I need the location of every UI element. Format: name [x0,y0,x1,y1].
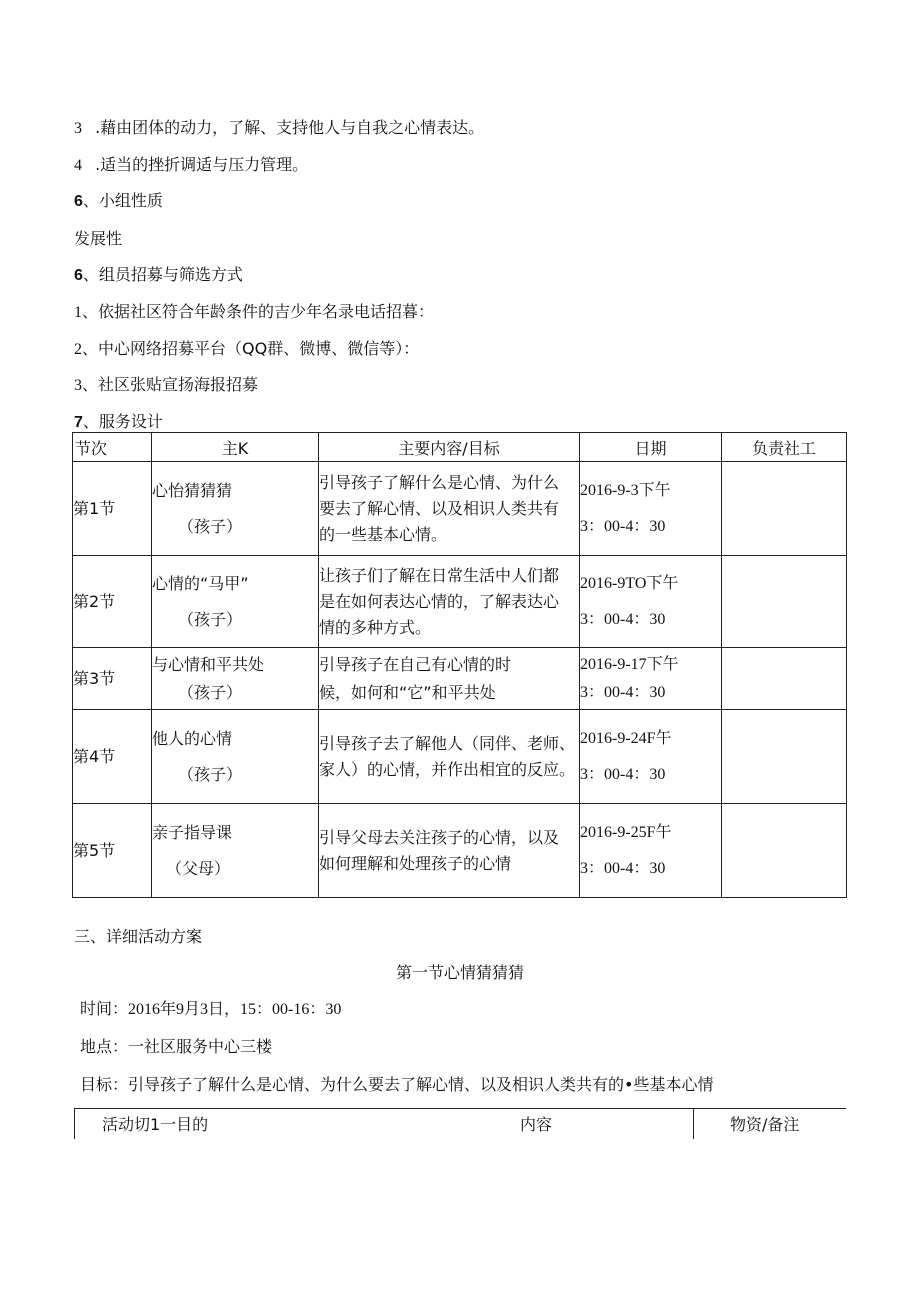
table-row [73,462,847,556]
session1-time [80,999,341,1020]
date-cell [580,710,722,804]
topic-title: 与心情和平共处 [152,654,265,674]
content-line: 引导父母去关注孩子的心情，以及 [319,827,560,847]
content-line: 要去了解心情、以及相识人类共有 [319,498,560,518]
section-nature-number: 6 [74,193,83,210]
date-line: 2016-9-25F午 [580,823,672,841]
goal-item-4 [74,155,308,176]
topic-cell [152,648,319,710]
date-line: 2016-9TO下午 [580,574,679,592]
worker-cell [722,648,847,710]
content-cell [319,648,580,710]
header-activity-purpose: 活动切1一目的 [102,1115,209,1134]
goal-item-4-number: 4 [74,157,82,174]
session1-title: 第一节心情猜猜猜 [395,963,524,982]
section-detail-heading: 三、详细活动方案 [74,927,203,946]
content-cell [319,804,580,898]
table-row [73,804,847,898]
section-design-number: 7 [74,414,83,431]
topic-title: 亲子指导课 [152,822,233,842]
topic-cell [152,462,319,556]
time-label: 时间： [80,999,129,1018]
section-recruit-heading [74,265,243,286]
content-cell [319,462,580,556]
table-row [73,556,847,648]
goal-value: 引导孩子了解什么是心情、为什么要去了解心情、以及相识人类共有的•些基本心情 [128,1075,714,1094]
section-nature-heading [74,191,163,212]
table-border [693,1109,694,1139]
date-line: 2016-9-24F午 [580,729,672,747]
recruit-item-1-number: 1 [74,304,82,321]
header-date: 日期 [580,433,722,462]
date-cell [580,462,722,556]
goal-label: 目标： [80,1075,129,1094]
content-line: 是在如何表达心情的，了解表达心 [319,591,560,611]
goal-item-4-text: .适当的挫折调适与压力管理。 [95,155,309,174]
header-worker: 负责社工 [722,433,847,462]
worker-cell [722,556,847,648]
content-line: 的一些基本心情。 [319,524,448,544]
service-plan-table [72,432,847,898]
recruit-item-1-text: 、依据社区符合年龄条件的吉少年名录电话招暮： [82,302,435,321]
session-cell: 第4节 [73,710,152,804]
goal-item-3-text: .藉由团体的动力，了解、支持他人与自我之心情表达。 [95,118,485,137]
goal-item-3 [74,118,484,139]
topic-cell [152,556,319,648]
recruit-item-3-number: 3 [74,377,82,394]
content-line: 让孩子们了解在日常生活中人们都 [319,565,560,585]
session-cell: 第1节 [73,462,152,556]
section-nature-value: 发展性 [74,229,123,248]
recruit-item-1 [74,302,434,323]
content-line: 引导孩子了解什么是心情、为什么 [319,472,560,492]
section-recruit-number: 6 [74,267,83,284]
table-row [73,710,847,804]
content-line: 情的多种方式。 [319,617,432,637]
content-line: 候，如何和“它”和平共处 [319,682,496,702]
header-content: 主要内容/目标 [319,433,580,462]
section-design-heading [74,412,163,433]
header-topic: 主K [152,433,319,462]
time-value: 2016年9月3日，15：00-16：30 [128,1001,342,1018]
content-line: 引导孩子在自己有心情的时 [319,654,512,674]
topic-audience: （孩子） [178,682,243,702]
activity-table-header [74,1108,846,1139]
topic-audience: （孩子） [178,764,243,784]
time-line: 3：00-4：30 [580,859,666,877]
topic-title: 心情的“马甲” [152,573,249,593]
content-line: 如何理解和处理孩子的心情 [319,853,512,873]
topic-cell [152,804,319,898]
date-line: 2016-9-3下午 [580,481,671,499]
section-recruit-title: 、组员招募与筛选方式 [82,265,243,284]
date-cell [580,804,722,898]
header-activity-content: 内容 [520,1115,553,1134]
worker-cell [722,462,847,556]
topic-title: 他人的心情 [152,728,233,748]
session-cell: 第3节 [73,648,152,710]
session-cell: 第2节 [73,556,152,648]
recruit-item-3-text: 、社区张贴宣扬海报招募 [82,375,259,394]
table-border [74,1109,75,1139]
date-line: 2016-9-17下午 [580,655,679,673]
date-cell [580,648,722,710]
topic-audience: （父母） [166,858,231,878]
session1-place [80,1037,272,1057]
content-cell [319,556,580,648]
time-line: 3：00-4：30 [580,610,666,628]
content-line: 引导孩子去了解他人（同伴、老师、 [319,733,576,753]
topic-audience: （孩子） [178,609,243,629]
plan-table-header-row [73,433,847,462]
content-cell [319,710,580,804]
place-value: 一社区服务中心三楼 [128,1037,273,1056]
recruit-item-2-number: 2 [74,341,82,358]
recruit-item-3 [74,375,258,396]
time-line: 3：00-4：30 [580,517,666,535]
topic-cell [152,710,319,804]
worker-cell [722,710,847,804]
section-nature-title: 、小组性质 [82,191,163,210]
topic-audience: （孩子） [178,516,243,536]
time-line: 3：00-4：30 [580,683,666,701]
content-line: 家人）的心情，并作出相宜的反应。 [319,759,576,779]
table-row [73,648,847,710]
header-session: 节次 [73,433,152,462]
date-cell [580,556,722,648]
place-label: 地点： [80,1037,129,1056]
time-line: 3：00-4：30 [580,765,666,783]
recruit-item-2 [74,339,419,360]
section-design-title: 、服务设计 [82,412,163,431]
header-activity-materials: 物资/备注 [730,1115,800,1134]
session-cell: 第5节 [73,804,152,898]
session1-goal [80,1075,713,1095]
worker-cell [722,804,847,898]
recruit-item-2-text: 、中心网络招募平台（QQ群、微博、微信等）： [82,339,420,358]
goal-item-3-number: 3 [74,120,82,137]
topic-title: 心怡猜猜猜 [152,480,233,500]
